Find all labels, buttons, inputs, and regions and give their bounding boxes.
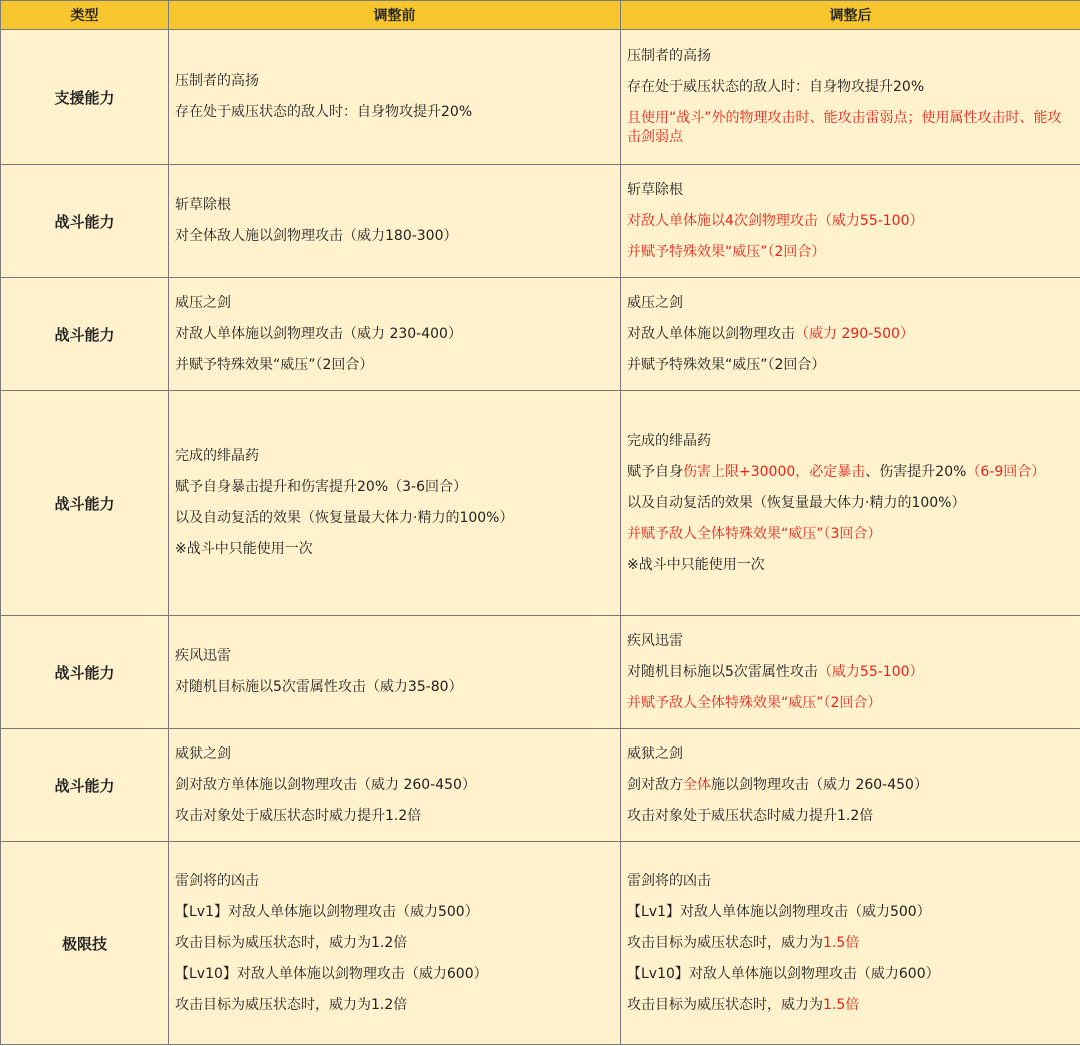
before-cell <box>169 616 621 729</box>
row-type: 战斗能力 <box>1 278 169 391</box>
before-line: 对随机目标施以5次雷属性攻击（威力35-80） <box>175 679 463 695</box>
table-row <box>1 278 1080 391</box>
after-line <box>627 903 1074 922</box>
unchanged-text: 雷剑将的凶击 <box>627 872 711 889</box>
before-line: 【Lv1】对敌人单体施以剑物理攻击（威力500） <box>175 903 479 920</box>
unchanged-text: 对敌人单体施以剑物理攻击 <box>627 325 795 342</box>
unchanged-text: 攻击目标为威压状态时，威力为 <box>627 996 823 1013</box>
header-after: 调整后 <box>621 1 1080 30</box>
unchanged-text: 完成的绯晶药 <box>627 432 711 449</box>
changed-text: 并赋予敌人全体特殊效果“威压”（2回合） <box>627 694 882 711</box>
after-cell <box>621 391 1080 616</box>
after-line <box>627 632 1074 651</box>
after-cell <box>621 165 1080 278</box>
after-cell <box>621 729 1080 842</box>
after-line <box>627 78 1074 97</box>
row-type: 战斗能力 <box>1 729 169 842</box>
before-line: 压制者的高扬 <box>175 73 259 89</box>
before-line: 存在处于威压状态的敌人时：自身物攻提升20% <box>175 104 473 120</box>
changed-text: 并赋予敌人全体特殊效果“威压”（3回合） <box>627 525 882 542</box>
unchanged-text: ※战斗中只能使用一次 <box>627 556 765 573</box>
before-line: 赋予自身暴击提升和伤害提升20%（3-6回合） <box>175 479 467 495</box>
after-cell <box>621 616 1080 729</box>
unchanged-text: 以及自动复活的效果（恢复量最大体力·精力的100%） <box>627 494 966 511</box>
unchanged-text: 威狱之剑 <box>627 745 683 762</box>
after-line <box>627 525 1074 544</box>
before-cell <box>169 842 621 1045</box>
after-line <box>627 325 1074 344</box>
before-cell <box>169 729 621 842</box>
before-line: 威狱之剑 <box>175 745 231 762</box>
before-line: 雷剑将的凶击 <box>175 872 259 889</box>
unchanged-text: 剑对敌方 <box>627 776 683 793</box>
unchanged-text: 并赋予特殊效果“威压”（2回合） <box>627 356 826 373</box>
row-type: 战斗能力 <box>1 165 169 278</box>
changed-text: 伤害上限+30000，必定暴击 <box>683 463 866 480</box>
changed-text: （威力 290-500） <box>795 325 914 342</box>
unchanged-text: 存在处于威压状态的敌人时：自身物攻提升20% <box>627 79 925 95</box>
table-row <box>1 729 1080 842</box>
after-line <box>627 109 1074 147</box>
unchanged-text: 对随机目标施以5次雷属性攻击 <box>627 663 818 680</box>
after-line <box>627 356 1074 375</box>
after-line <box>627 494 1074 513</box>
changed-text: 且使用“战斗”外的物理攻击时、能攻击雷弱点；使用属性攻击时、能攻击剑弱点 <box>627 110 1062 145</box>
after-cell <box>621 30 1080 165</box>
before-cell <box>169 30 621 165</box>
header-type: 类型 <box>1 1 169 30</box>
unchanged-text: 施以剑物理攻击（威力 260-450） <box>711 776 928 793</box>
changed-text: （6-9回合） <box>966 463 1046 480</box>
before-cell <box>169 391 621 616</box>
changed-text: 并赋予特殊效果“威压”（2回合） <box>627 243 826 260</box>
unchanged-text: 攻击对象处于威压状态时威力提升1.2倍 <box>627 807 874 824</box>
unchanged-text: 疾风迅雷 <box>627 632 683 649</box>
row-type: 战斗能力 <box>1 616 169 729</box>
unchanged-text: 压制者的高扬 <box>627 48 711 64</box>
changed-text: 1.5倍 <box>823 934 860 951</box>
before-line: 剑对敌方单体施以剑物理攻击（威力 260-450） <box>175 776 476 793</box>
header-before: 调整前 <box>169 1 621 30</box>
before-line: 并赋予特殊效果“威压”（2回合） <box>175 356 374 373</box>
unchanged-text: 攻击目标为威压状态时，威力为 <box>627 934 823 951</box>
before-line: 攻击对象处于威压状态时威力提升1.2倍 <box>175 807 422 824</box>
after-line <box>627 212 1074 231</box>
before-line: 威压之剑 <box>175 294 231 311</box>
before-line: 对全体敌人施以剑物理攻击（威力180-300） <box>175 228 458 244</box>
after-line <box>627 243 1074 262</box>
before-line: ※战斗中只能使用一次 <box>175 541 313 557</box>
after-line <box>627 463 1074 482</box>
table-row <box>1 30 1080 165</box>
before-line: 斩草除根 <box>175 197 231 213</box>
changed-text: 对敌人单体施以4次剑物理攻击（威力55-100） <box>627 212 924 229</box>
table-body <box>1 30 1080 1045</box>
after-line <box>627 965 1074 984</box>
unchanged-text: 【Lv10】对敌人单体施以剑物理攻击（威力600） <box>627 965 940 982</box>
after-line <box>627 745 1074 764</box>
unchanged-text: 威压之剑 <box>627 294 683 311</box>
after-line <box>627 181 1074 200</box>
after-line <box>627 47 1074 66</box>
after-cell <box>621 278 1080 391</box>
row-type: 极限技 <box>1 842 169 1045</box>
before-line: 疾风迅雷 <box>175 648 231 664</box>
before-line: 攻击目标为威压状态时，威力为1.2倍 <box>175 996 408 1013</box>
after-cell <box>621 842 1080 1045</box>
before-line: 完成的绯晶药 <box>175 448 259 464</box>
unchanged-text: 斩草除根 <box>627 181 683 198</box>
after-line <box>627 556 1074 575</box>
row-type: 战斗能力 <box>1 391 169 616</box>
after-line <box>627 934 1074 953</box>
changed-text: 全体 <box>683 776 711 793</box>
unchanged-text: 、伤害提升20% <box>865 463 967 480</box>
before-cell <box>169 278 621 391</box>
after-line <box>627 294 1074 313</box>
before-line: 攻击目标为威压状态时，威力为1.2倍 <box>175 934 408 951</box>
after-line <box>627 807 1074 826</box>
changed-text: 1.5倍 <box>823 996 860 1013</box>
after-line <box>627 663 1074 682</box>
before-line: 【Lv10】对敌人单体施以剑物理攻击（威力600） <box>175 965 488 982</box>
after-line <box>627 694 1074 713</box>
after-line <box>627 996 1074 1015</box>
after-line <box>627 872 1074 891</box>
table-row <box>1 616 1080 729</box>
before-cell <box>169 165 621 278</box>
before-line: 以及自动复活的效果（恢复量最大体力·精力的100%） <box>175 510 514 526</box>
changed-text: （威力55-100） <box>817 663 924 680</box>
row-type: 支援能力 <box>1 30 169 165</box>
after-line <box>627 776 1074 795</box>
unchanged-text: 赋予自身 <box>627 463 683 480</box>
header-row <box>1 1 1080 30</box>
unchanged-text: 【Lv1】对敌人单体施以剑物理攻击（威力500） <box>627 903 931 920</box>
table-row <box>1 842 1080 1045</box>
table-row <box>1 165 1080 278</box>
before-line: 对敌人单体施以剑物理攻击（威力 230-400） <box>175 325 462 342</box>
after-line <box>627 432 1074 451</box>
table-row <box>1 391 1080 616</box>
